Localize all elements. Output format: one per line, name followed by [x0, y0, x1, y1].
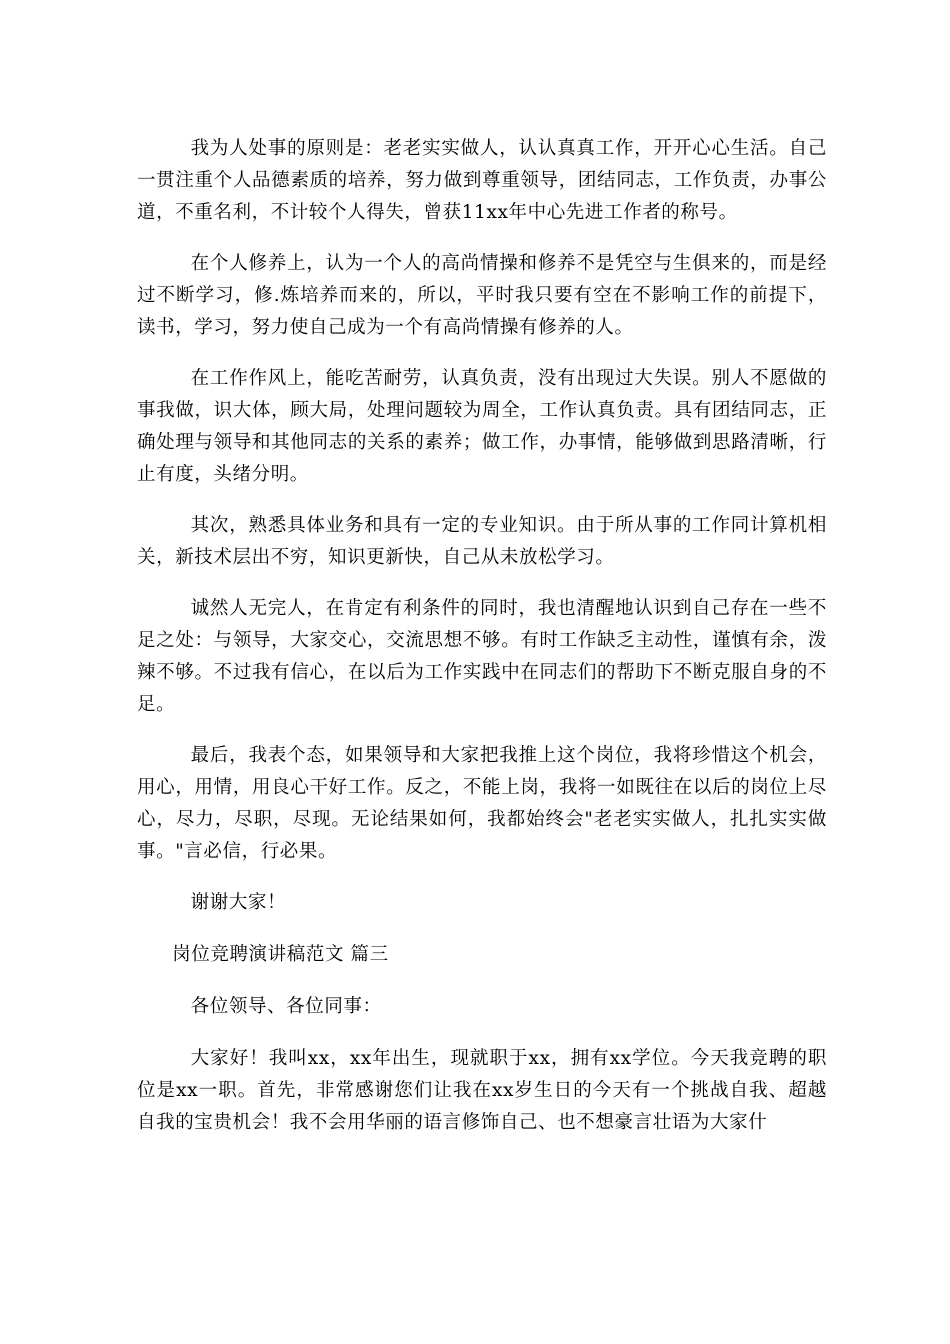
- paragraph-thanks: 谢谢大家！: [190, 892, 287, 913]
- paragraph-principles: 我为人处事的原则是：老老实实做人，认认真真工作，开开心心生活。自己一贯注重个人品德素质的培养，努力做到尊重领导，团结同志，工作负责，办事公道，不重名利，不计较个人得失，曾获11xx年中心先进工作者的称号。: [137, 138, 827, 223]
- paragraph-greeting: 各位领导、各位同事：: [190, 996, 382, 1017]
- paragraph-self-cultivation: 在个人修养上，认为一个人的高尚情操和修养不是凭空与生俱来的，而是经过不断学习，修.炼培养而来的，所以，平时我只要有空在不影响工作的前提下，读书，学习，努力使自己成为一个有高尚情操有修养的人。: [137, 253, 827, 338]
- document-body: [137, 133, 827, 1158]
- paragraph-expertise: 其次，熟悉具体业务和具有一定的专业知识。由于所从事的工作同计算机相关，新技术层出不穷，知识更新快，自己从未放松学习。: [137, 515, 827, 568]
- paragraph-commitment: 最后，我表个态，如果领导和大家把我推上这个岗位，我将珍惜这个机会，用心，用情，用良心干好工作。反之，不能上岗，我将一如既往在以后的岗位上尽心，尽力，尽职，尽现。无论结果如何，我都始终会"老老实实做人，扎扎实实做事。"言必信，行必果。: [137, 745, 827, 862]
- paragraph-work-style: 在工作作风上，能吃苦耐劳，认真负责，没有出现过大失误。别人不愿做的事我做，识大体，顾大局，处理问题较为周全，工作认真负责。具有团结同志，正确处理与领导和其他同志的关系的素养；做工作，办事情，能够做到思路清晰，行止有度，头绪分明。: [137, 368, 827, 485]
- paragraph-shortcomings: 诚然人无完人，在肯定有利条件的同时，我也清醒地认识到自己存在一些不足之处：与领导，大家交心，交流思想不够。有时工作缺乏主动性，谨慎有余，泼辣不够。不过我有信心，在以后为工作实践中在同志们的帮助下不断克服自身的不足。: [137, 598, 827, 715]
- paragraph-introduction: 大家好！我叫xx，xx年出生，现就职于xx，拥有xx学位。今天我竞聘的职位是xx一职。首先，非常感谢您们让我在xx岁生日的今天有一个挑战自我、超越自我的宝贵机会！我不会用华丽的语言修饰自己、也不想豪言壮语为大家什: [137, 1048, 827, 1133]
- section-heading: 岗位竞聘演讲稿范文 篇三: [172, 944, 389, 965]
